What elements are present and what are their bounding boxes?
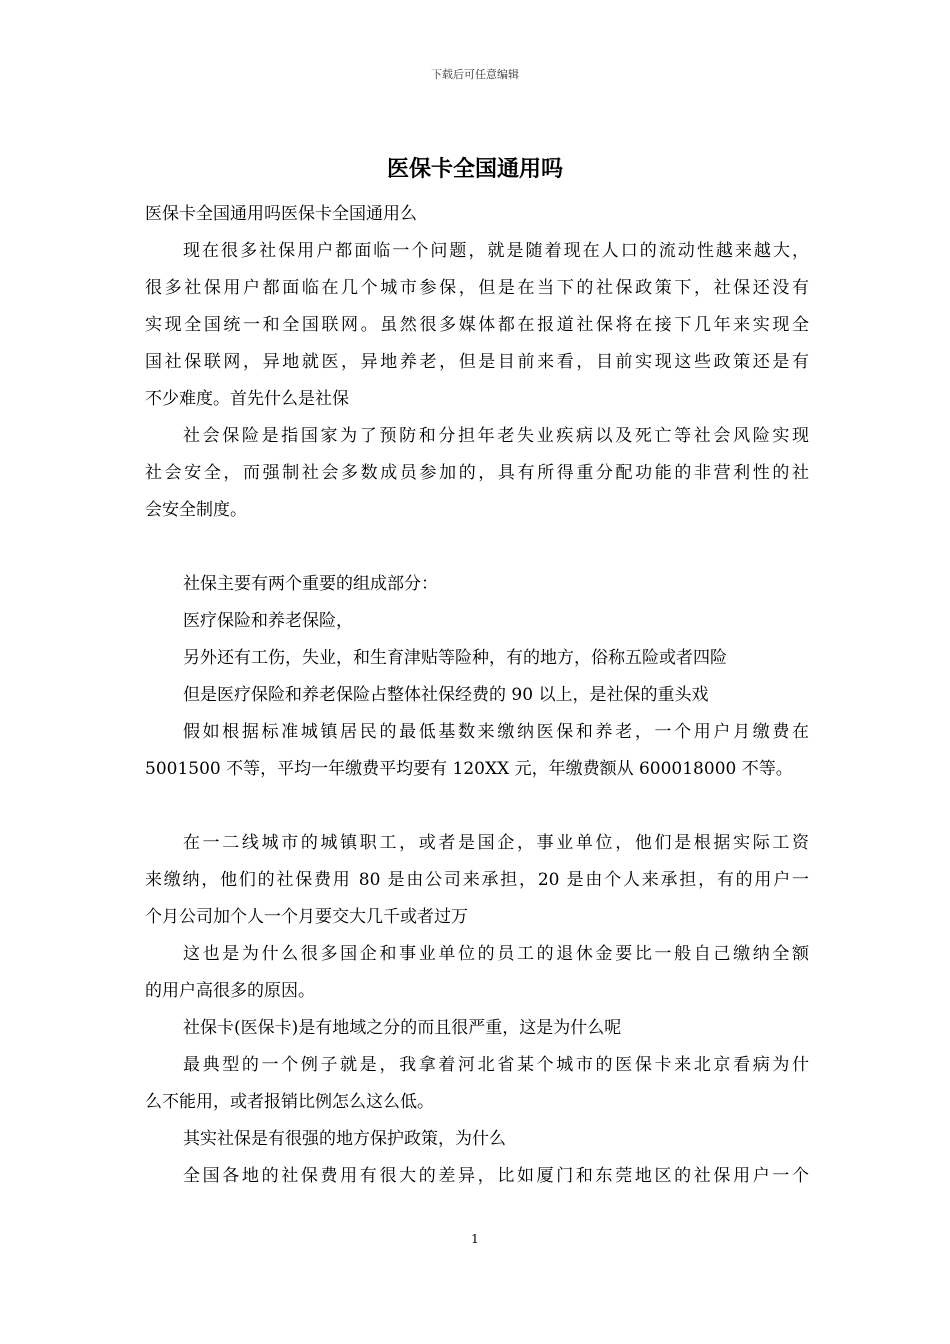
text-line: 不少难度。首先什么是社保 xyxy=(145,389,349,409)
text-line: 实现全国统一和全国联网。虽然很多媒体都在报道社保将在接下几年来实现全 xyxy=(145,315,809,335)
text-line: 的用户高很多的原因。 xyxy=(145,981,315,1001)
text-line: 现在很多社保用户都面临一个问题，就是随着现在人口的流动性越来越大， xyxy=(183,241,809,261)
document-title: 医保卡全国通用吗 xyxy=(386,157,563,182)
text-line: 社保主要有两个重要的组成部分： xyxy=(183,574,438,594)
text-line: 全国各地的社保费用有很大的差异，比如厦门和东莞地区的社保用户一个 xyxy=(183,1166,809,1186)
text-line: 另外还有工伤，失业，和生育津贴等险种，有的地方，俗称五险或者四险 xyxy=(183,648,727,668)
text-line: 很多社保用户都面临在几个城市参保，但是在当下的社保政策下，社保还没有 xyxy=(145,278,809,298)
text-line: 个月公司加个人一个月要交大几千或者过万 xyxy=(145,907,468,927)
text-line: 社会保险是指国家为了预防和分担年老失业疾病以及死亡等社会风险实现 xyxy=(183,426,809,446)
text-line: 么不能用，或者报销比例怎么这么低。 xyxy=(145,1092,434,1112)
blank-line xyxy=(145,529,809,566)
text-line: 最典型的一个例子就是，我拿着河北省某个城市的医保卡来北京看病为什 xyxy=(183,1055,809,1075)
text-line: 这也是为什么很多国企和事业单位的员工的退休金要比一般自己缴纳全额 xyxy=(183,944,809,964)
text-line: 社会安全，而强制社会多数成员参加的，具有所得重分配功能的非营利性的社 xyxy=(145,463,809,483)
blank-line xyxy=(145,788,809,825)
text-line: 在一二线城市的城镇职工，或者是国企，事业单位，他们是根据实际工资 xyxy=(183,833,809,853)
text-line: 来缴纳，他们的社保费用 80 是由公司来承担，20 是由个人来承担，有的用户一 xyxy=(145,870,809,890)
text-line: 其实社保是有很强的地方保护政策，为什么 xyxy=(183,1129,506,1149)
text-line: 5001500 不等，平均一年缴费平均要有 120XX 元，年缴费额从 600018000 不等。 xyxy=(145,759,793,779)
text-line: 但是医疗保险和养老保险占整体社保经费的 90 以上，是社保的重头戏 xyxy=(183,685,709,705)
text-line: 假如根据标准城镇居民的最低基数来缴纳医保和养老，一个用户月缴费在 xyxy=(183,722,809,742)
page-number: 1 xyxy=(471,1232,479,1246)
text-line: 医保卡全国通用吗医保卡全国通用么 xyxy=(145,204,417,224)
document-body xyxy=(145,196,809,1195)
text-line: 社保卡(医保卡)是有地域之分的而且很严重，这是为什么呢 xyxy=(183,1018,622,1038)
text-line: 医疗保险和养老保险， xyxy=(183,611,353,631)
text-line: 会安全制度。 xyxy=(145,500,247,520)
page-header: 下载后可任意编辑 xyxy=(431,68,519,81)
text-line: 国社保联网，异地就医，异地养老，但是目前来看，目前实现这些政策还是有 xyxy=(145,352,809,372)
